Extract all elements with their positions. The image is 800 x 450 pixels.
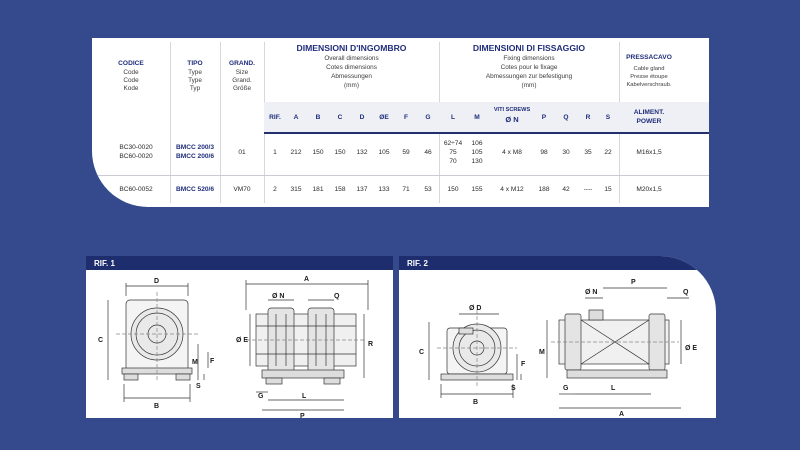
row2-n: 4 x M12 <box>500 186 524 193</box>
header-tipo-en: Type <box>188 69 202 76</box>
subheader-s: S <box>605 114 611 121</box>
header-rule <box>264 132 709 134</box>
header-tipo-de: Typ <box>189 85 201 92</box>
column-separator <box>170 42 171 203</box>
panel-header-bar <box>399 256 716 270</box>
dim-label-f: F <box>210 358 215 365</box>
dim-label-f: F <box>521 361 526 368</box>
subheader-e: ØE <box>379 114 389 121</box>
row1-tipo-2: BMCC 200/6 <box>175 153 215 160</box>
dim-label-r: R <box>368 341 374 348</box>
subheader-l: L <box>450 114 456 121</box>
header-grand-de: Größe <box>232 85 252 92</box>
row1-s: 22 <box>604 149 612 156</box>
dim-label-m: M <box>539 349 545 356</box>
row1-f: 59 <box>402 149 410 156</box>
dim-label-p: P <box>631 279 636 286</box>
header-dim-fissaggio-fr: Cotes pour le fixage <box>500 64 558 71</box>
header-pressacavo-fr: Presse étoupe <box>630 74 668 80</box>
header-dim-ingombro-de: Abmessungen <box>331 73 372 80</box>
header-codice-en: Code <box>123 69 139 76</box>
column-separator <box>220 42 221 203</box>
dim-label-q: Q <box>334 293 340 300</box>
dimensions-table-card <box>92 38 709 207</box>
header-dim-ingombro-fr: Cotes dimensions <box>326 64 377 71</box>
row1-p: 98 <box>540 149 548 156</box>
subheader-p: P <box>541 114 547 121</box>
dim-label-a: A <box>619 411 625 418</box>
row1-e: 105 <box>378 149 390 156</box>
row1-rif: 1 <box>273 149 277 156</box>
subheader-q: Q <box>563 114 569 121</box>
motor-drawing-rif2 <box>399 270 716 418</box>
dim-label-s: S <box>196 383 201 390</box>
subheader-d: D <box>359 114 365 121</box>
drawing-panel-rif1 <box>86 256 393 418</box>
row1-m-2: 105 <box>471 149 483 156</box>
row2-q: 42 <box>562 186 570 193</box>
row2-power: M20x1,5 <box>636 186 662 193</box>
panel-header-bar <box>86 256 393 270</box>
header-pressacavo-en: Cable gland <box>633 66 665 72</box>
row2-rif: 2 <box>273 186 277 193</box>
subheader-power: POWER <box>636 118 662 125</box>
dim-label-m: M <box>192 359 198 366</box>
row2-l: 150 <box>447 186 459 193</box>
panel-title-rif1: RIF. 1 <box>94 259 115 268</box>
row2-codice: BC60-0052 <box>119 186 153 193</box>
dim-label-l: L <box>302 393 307 400</box>
dim-label-n: Ø N <box>272 293 285 300</box>
subheader-a: A <box>293 114 299 121</box>
subheader-aliment: ALIMENT. <box>633 109 665 116</box>
dim-label-g: G <box>563 385 569 392</box>
header-codice-fr: Code <box>123 77 139 84</box>
header-codice-de: Kode <box>123 85 139 92</box>
row1-g: 46 <box>424 149 432 156</box>
row1-r: 35 <box>584 149 592 156</box>
row1-tipo-1: BMCC 200/3 <box>175 144 215 151</box>
row-divider <box>92 175 709 176</box>
dim-label-d: D <box>154 278 160 285</box>
subheader-r: R <box>585 114 591 121</box>
row1-n: 4 x M8 <box>502 149 522 156</box>
header-dim-fissaggio-unit: (mm) <box>521 82 537 89</box>
header-codice: CODICE <box>118 60 144 67</box>
dim-label-p: P <box>300 413 305 418</box>
dim-label-e: Ø E <box>236 337 249 344</box>
row2-s: 15 <box>604 186 612 193</box>
subheader-c: C <box>337 114 343 121</box>
row1-codice-2: BC60-0020 <box>119 153 153 160</box>
header-pressacavo: PRESSACAVO <box>626 54 672 61</box>
row2-r: ---- <box>583 186 593 193</box>
row1-m-1: 106 <box>471 140 483 147</box>
subheader-rif: RIF. <box>269 114 281 121</box>
row1-d: 132 <box>356 149 368 156</box>
row2-g: 53 <box>424 186 432 193</box>
row1-q: 30 <box>562 149 570 156</box>
header-dim-ingombro-en: Overall dimensions <box>324 55 379 62</box>
row1-l-1: 62÷74 <box>443 140 463 147</box>
dim-label-q: Q <box>683 289 689 296</box>
dim-label-g: G <box>258 393 264 400</box>
row2-tipo: BMCC 520/6 <box>175 186 215 193</box>
row2-p: 188 <box>538 186 550 193</box>
row2-b: 181 <box>312 186 324 193</box>
dim-label-n: Ø N <box>585 289 598 296</box>
dim-label-e: Ø E <box>685 345 698 352</box>
header-dim-fissaggio-en: Fixing dimensions <box>503 55 555 62</box>
subheader-n: Ø N <box>505 115 519 124</box>
dim-label-c: C <box>98 337 104 344</box>
subheader-m: M <box>474 114 480 121</box>
row2-m: 155 <box>471 186 483 193</box>
motor-drawing-rif1 <box>86 270 393 418</box>
row2-c: 158 <box>334 186 346 193</box>
header-tipo-fr: Type <box>188 77 202 84</box>
dim-label-b: B <box>473 399 479 406</box>
row1-grand: 01 <box>238 149 246 156</box>
dim-label-b: B <box>154 403 160 410</box>
dimensions-table <box>92 38 709 207</box>
row1-power: M16x1,5 <box>636 149 662 156</box>
header-pressacavo-de: Kabelverschraub. <box>626 82 672 88</box>
dim-label-s: S <box>511 385 516 392</box>
header-tipo: TIPO <box>187 60 203 67</box>
dim-label-d: Ø D <box>469 305 482 312</box>
subheader-g: G <box>425 114 431 121</box>
dim-label-a: A <box>304 276 310 283</box>
header-dim-ingombro-unit: (mm) <box>344 82 359 89</box>
row2-f: 71 <box>402 186 410 193</box>
header-grand-en: Size <box>235 69 249 76</box>
subheader-b: B <box>315 114 321 121</box>
subheader-f: F <box>403 114 409 121</box>
row1-c: 150 <box>334 149 346 156</box>
row1-l-2: 75 <box>449 149 457 156</box>
row1-l-3: 70 <box>449 158 457 165</box>
header-dim-fissaggio: DIMENSIONI DI FISSAGGIO <box>472 43 586 53</box>
header-dim-ingombro: DIMENSIONI D'INGOMBRO <box>296 43 407 53</box>
row2-e: 133 <box>378 186 390 193</box>
row1-m-3: 130 <box>471 158 483 165</box>
header-grand-fr: Grand. <box>232 77 252 84</box>
row2-a: 315 <box>290 186 302 193</box>
subheader-viti-screws: VITI SCREWS <box>493 107 531 113</box>
panel-title-rif2: RIF. 2 <box>407 259 428 268</box>
row2-grand: VM70 <box>233 186 251 193</box>
row1-codice-1: BC30-0020 <box>119 144 153 151</box>
header-dim-fissaggio-de: Abmessungen zur befestigung <box>485 73 573 80</box>
drawing-panel-rif2 <box>399 256 716 418</box>
row1-b: 150 <box>312 149 324 156</box>
row1-a: 212 <box>290 149 302 156</box>
dim-label-l: L <box>611 385 616 392</box>
header-grand: GRAND. <box>228 60 255 67</box>
row2-d: 137 <box>356 186 368 193</box>
dim-label-c: C <box>419 349 425 356</box>
